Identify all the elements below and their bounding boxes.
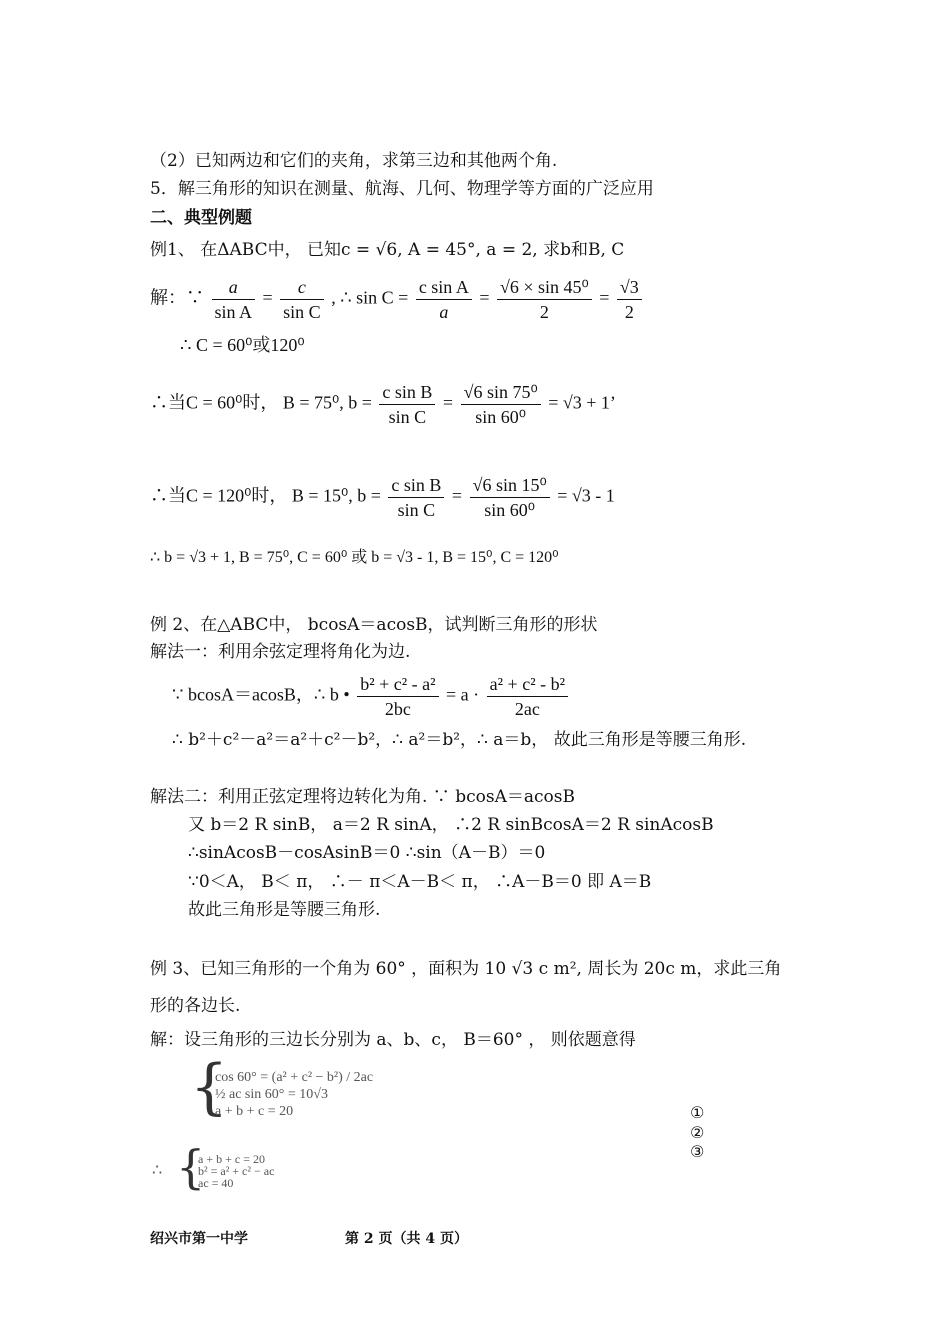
method-2-line-4: 故此三角形是等腰三角形. bbox=[188, 900, 381, 920]
fraction-csinB-over-sinC-2: $\frac{\text{c sin B}}{\text{sin C}}$ bbox=[388, 473, 444, 522]
method-1-equation: ∵ bcosA＝acosB，∴ b • $\frac{\text{b² + c² - a²}}{2bc}$ = a · $\frac{\text{a² + c² - b²}}{2ac}$ bbox=[172, 672, 571, 721]
fraction-root6-sin45-over-2: $\frac{\text{√6 × sin 45⁰}}{2}$ bbox=[497, 275, 592, 324]
equation-marker-1: ① bbox=[690, 1103, 705, 1122]
case-c-60: ∴当C = 60⁰时， B = 75⁰, b = $\frac{\text{c sin B}}{\text{sin C}}$ = $\frac{\text{√6 sin 75⁰}}{\text{sin 60⁰}}$ = √3 + 1’ bbox=[150, 382, 616, 427]
system-2-row-1: a + b + c = 20 bbox=[198, 1152, 265, 1166]
example-3-solution: 解：设三角形的三边长分别为 a、b、c， B＝60° ， 则依题意得 bbox=[150, 1030, 636, 1050]
system-1-row-1: cos 60° = (a² + c² − b²) / 2ac bbox=[215, 1070, 374, 1085]
fraction-root6-sin15-over-sin60: $\frac{\text{√6 sin 15⁰}}{\text{sin 60⁰}}$ bbox=[470, 473, 550, 522]
example-1-sine-rule: 解：∵ $\frac{a}{\text{sin A}}$ = $\frac{c}{\text{sin C}}$ , ∴ sin C = $\frac{\text{c sin A}}{a}$ = $\frac{\text{√6 × sin 45⁰}}{2}$ = $\frac{√3}{2}$ bbox=[150, 275, 645, 324]
example-3-statement: 例 3、已知三角形的一个角为 60° ，面积为 10 √3 c m², 周长为 20c m，求此三角 bbox=[150, 959, 782, 979]
application-line: 5．解三角形的知识在测量、航海、几何、物理学等方面的广泛应用 bbox=[150, 179, 654, 199]
fraction-csinA-over-a: $\frac{\text{c sin A}}{a}$ bbox=[416, 275, 472, 324]
fraction-root6-sin75-over-sin60: $\frac{\text{√6 sin 75⁰}}{\text{sin 60⁰}}$ bbox=[461, 380, 541, 429]
method-1-conclusion: ∴ b²＋c²－a²＝a²＋c²－b²，∴ a²＝b²，∴ a＝b， 故此三角形是等腰三角形. bbox=[172, 730, 747, 750]
footer-school-name: 绍兴市第一中学 bbox=[150, 1231, 248, 1247]
fraction-c-over-sinC: $\frac{c}{\text{sin C}}$ bbox=[280, 275, 324, 324]
example-2-statement: 例 2、在△ABC中， bcosA＝acosB，试判断三角形的形状 bbox=[150, 615, 598, 635]
case-c-120: ∴当C = 120⁰时， B = 15⁰, b = $\frac{\text{c sin B}}{\text{sin C}}$ = $\frac{\text{√6 sin 15⁰}}{\text{sin 60⁰}}$ = √3 - 1 bbox=[150, 475, 615, 520]
equation-marker-3: ③ bbox=[690, 1142, 705, 1161]
fraction-cosB-expansion: $\frac{\text{a² + c² - b²}}{2ac}$ bbox=[487, 672, 568, 721]
equation-marker-2: ② bbox=[690, 1123, 705, 1142]
fraction-root3-over-2: $\frac{√3}{2}$ bbox=[617, 275, 642, 324]
example-3-statement-cont: 形的各边长. bbox=[150, 996, 241, 1016]
method-2-line-3: ∵0＜A， B＜ π， ∴－ π＜A－B＜ π， ∴A－B＝0 即 A＝B bbox=[188, 872, 652, 892]
method-2-line-1: 又 b＝2 R sinB， a＝2 R sinA， ∴2 R sinBcosA＝2 R sinAcosB bbox=[188, 815, 714, 835]
footer-page-number: 第 2 页（共 4 页） bbox=[345, 1231, 468, 1247]
angle-c-values: ∴ C = 60⁰或120⁰ bbox=[180, 335, 305, 355]
example-1-answer: ∴ b = √3 + 1, B = 75⁰, C = 60⁰ 或 b = √3 - 1, B = 15⁰, C = 120⁰ bbox=[150, 549, 559, 566]
method-1-heading: 解法一：利用余弦定理将角化为边. bbox=[150, 642, 411, 662]
system-1-brace: { bbox=[190, 1052, 229, 1122]
fraction-a-over-sinA: $\frac{a}{\text{sin A}}$ bbox=[212, 275, 256, 324]
solution-prefix: 解： bbox=[150, 287, 186, 308]
system-2-row-2: b² = a² + c² − ac bbox=[198, 1164, 275, 1178]
system-2-brace: { bbox=[176, 1140, 206, 1194]
system-1-row-2: ½ ac sin 60° = 10√3 bbox=[215, 1087, 328, 1102]
method-2-heading: 解法二：利用正弦定理将边转化为角. ∵ bcosA＝acosB bbox=[150, 787, 575, 807]
system-2-prefix: ∴ bbox=[152, 1162, 163, 1179]
system-1-row-3: a + b + c = 20 bbox=[215, 1104, 294, 1119]
method-2-line-2: ∴sinAcosB－cosAsinB＝0 ∴sin（A－B）＝0 bbox=[188, 843, 546, 863]
example-1-statement: 例1、 在ΔABC中， 已知c = √6, A = 45°, a = 2, 求b和B, C bbox=[150, 240, 625, 260]
fraction-csinB-over-sinC: $\frac{\text{c sin B}}{\text{sin C}}$ bbox=[379, 380, 435, 429]
system-2-row-3: ac = 40 bbox=[198, 1176, 234, 1190]
fraction-cosA-expansion: $\frac{\text{b² + c² - a²}}{2bc}$ bbox=[357, 672, 438, 721]
section-heading: 二、典型例题 bbox=[150, 208, 252, 228]
condition-line-2: （2）已知两边和它们的夹角，求第三边和其他两个角. bbox=[150, 151, 558, 171]
